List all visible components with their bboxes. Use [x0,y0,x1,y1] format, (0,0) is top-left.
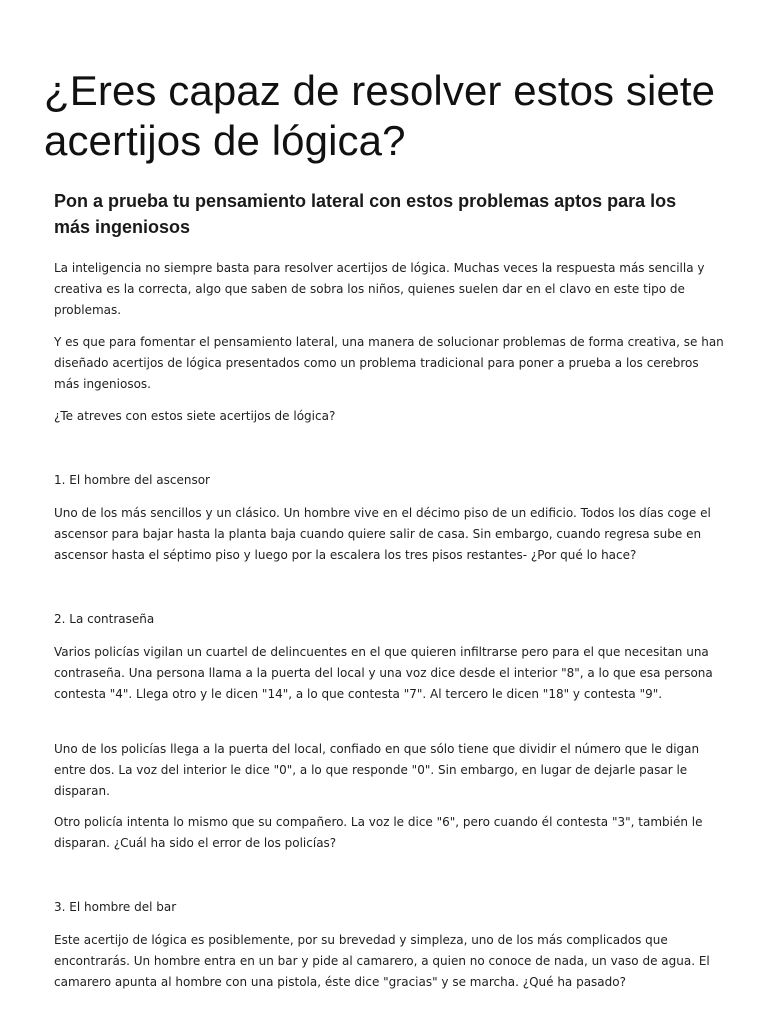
puzzle-2-paragraph-1: Varios policías vigilan un cuartel de delincuentes en el que quieren infiltrarse pero para el que necesitan una contraseña. Una persona llama a la puerta del local y una voz dice desde el interior "8", a lo que esa persona contesta "4". Llega otro y le dicen "14", a lo que contesta "7". Al tercero le dicen "18" y contesta "9". [54,645,713,701]
puzzle-2-paragraph-2: Uno de los policías llega a la puerta del local, confiado en que sólo tiene que dividir el número que le digan entre dos. La voz del interior le dice "0", a lo que responde "0". Sin embargo, en lugar de dejarle pasar le disparan. [54,742,700,798]
puzzle-3-paragraph-1: Este acertijo de lógica es posiblemente, por su brevedad y simpleza, uno de los más complicados que encontrarás. Un hombre entra en un bar y pide al camarero, a quien no conoce de nada, un vaso de agua. El camarero apunta al hombre con una pistola, éste dice "gracias" y se marcha. ¿Qué ha pasado? [54,933,710,989]
puzzle-1-paragraph-1: Uno de los más sencillos y un clásico. Un hombre vive en el décimo piso de un edificio. Todos los días coge el ascensor para bajar hasta la planta baja cuando quiere salir de casa. Sin embargo, cuando regresa sube en ascensor hasta el séptimo piso y luego por la escalera los tres pisos restantes- ¿Por qué lo hace? [54,506,711,562]
intro-question: ¿Te atreves con estos siete acertijos de lógica? [54,409,336,423]
intro-paragraph-1: La inteligencia no siempre basta para resolver acertijos de lógica. Muchas veces la respuesta más sencilla y creativa es la correcta, algo que saben de sobra los niños, quienes suelen dar en el clavo en este tipo de problemas. [54,261,705,317]
intro-paragraph-2: Y es que para fomentar el pensamiento lateral, una manera de solucionar problemas de forma creativa, se han diseñado acertijos de lógica presentados como un problema tradicional para poner a prueba a los cerebros más ingeniosos. [54,335,724,391]
article-title: ¿Eres capaz de resolver estos siete acertijos de lógica? [44,67,716,164]
article-body [54,258,724,993]
article-subtitle: Pon a prueba tu pensamiento lateral con estos problemas aptos para los más ingeniosos [54,191,677,237]
puzzle-3-heading: 3. El hombre del bar [54,900,177,914]
puzzle-1-heading: 1. El hombre del ascensor [54,473,210,487]
puzzle-2-paragraph-3: Otro policía intenta lo mismo que su compañero. La voz le dice "6", pero cuando él contesta "3", también le disparan. ¿Cuál ha sido el error de los policías? [54,815,703,850]
puzzle-2-heading: 2. La contraseña [54,612,155,626]
